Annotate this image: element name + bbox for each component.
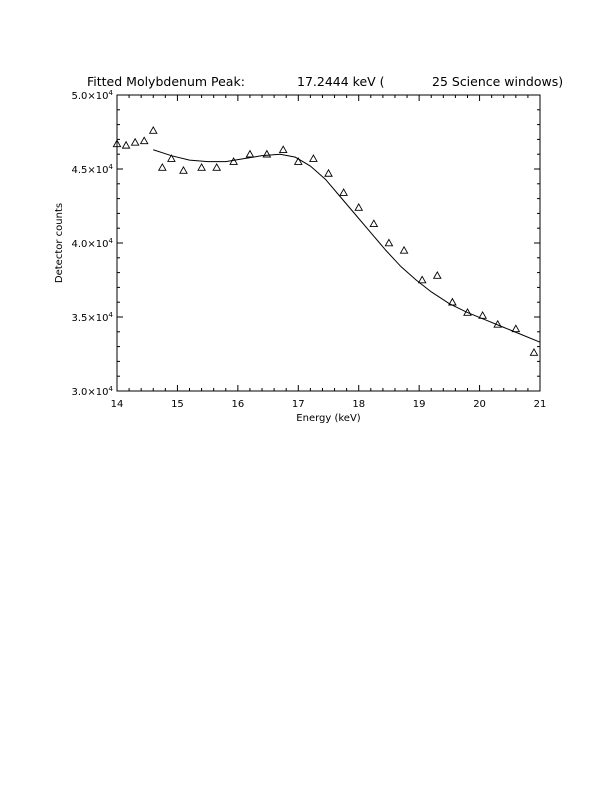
chart-title-label: Fitted Molybdenum Peak: [87,74,245,89]
chart-title-windows: 25 Science windows) [432,74,564,89]
data-point-triangle [325,170,332,176]
y-tick-label: $5.0\times 10^4$ [71,89,113,102]
data-point-triangle [310,155,317,161]
x-tick-label: 14 [110,399,124,410]
data-point-triangle [213,164,220,170]
data-point-triangle [355,204,362,210]
data-point-triangle [280,146,287,152]
data-point-triangle [159,164,166,170]
data-point-triangle [400,247,407,253]
axis-ticks [117,95,540,391]
x-tick-label: 16 [231,399,245,410]
data-layer [113,127,540,355]
data-point-triangle [340,189,347,195]
x-tick-label: 17 [291,399,305,410]
data-point-triangle [150,127,157,133]
data-point-triangle [530,349,537,355]
data-point-triangle [385,239,392,245]
data-point-triangle [132,139,139,145]
x-axis-title: Energy (keV) [296,413,361,424]
data-point-triangle [419,276,426,282]
x-tick-label: 15 [171,399,184,410]
y-axis-title: Detector counts [54,202,65,284]
y-tick-label: $4.5\times 10^4$ [71,163,113,176]
y-tick-label: $3.5\times 10^4$ [71,311,113,324]
tick-labels [72,89,547,410]
data-point-triangle [141,137,148,143]
data-point-triangle [122,142,129,148]
data-point-triangle [246,151,253,157]
data-point-triangle [198,164,205,170]
x-tick-label: 21 [533,399,547,410]
data-point-triangle [180,167,187,173]
data-point-triangle [263,151,270,157]
chart-title-energy: 17.2444 keV ( [297,74,385,89]
x-tick-label: 19 [412,399,426,410]
plot-frame [117,95,540,391]
x-tick-label: 20 [473,399,486,410]
data-point-triangle [512,325,519,331]
x-tick-label: 18 [352,399,366,410]
data-point-triangle [370,220,377,226]
y-tick-label: $4.0\times 10^4$ [71,237,113,250]
y-tick-label: $3.0\times 10^4$ [71,385,113,398]
data-point-triangle [434,272,441,278]
